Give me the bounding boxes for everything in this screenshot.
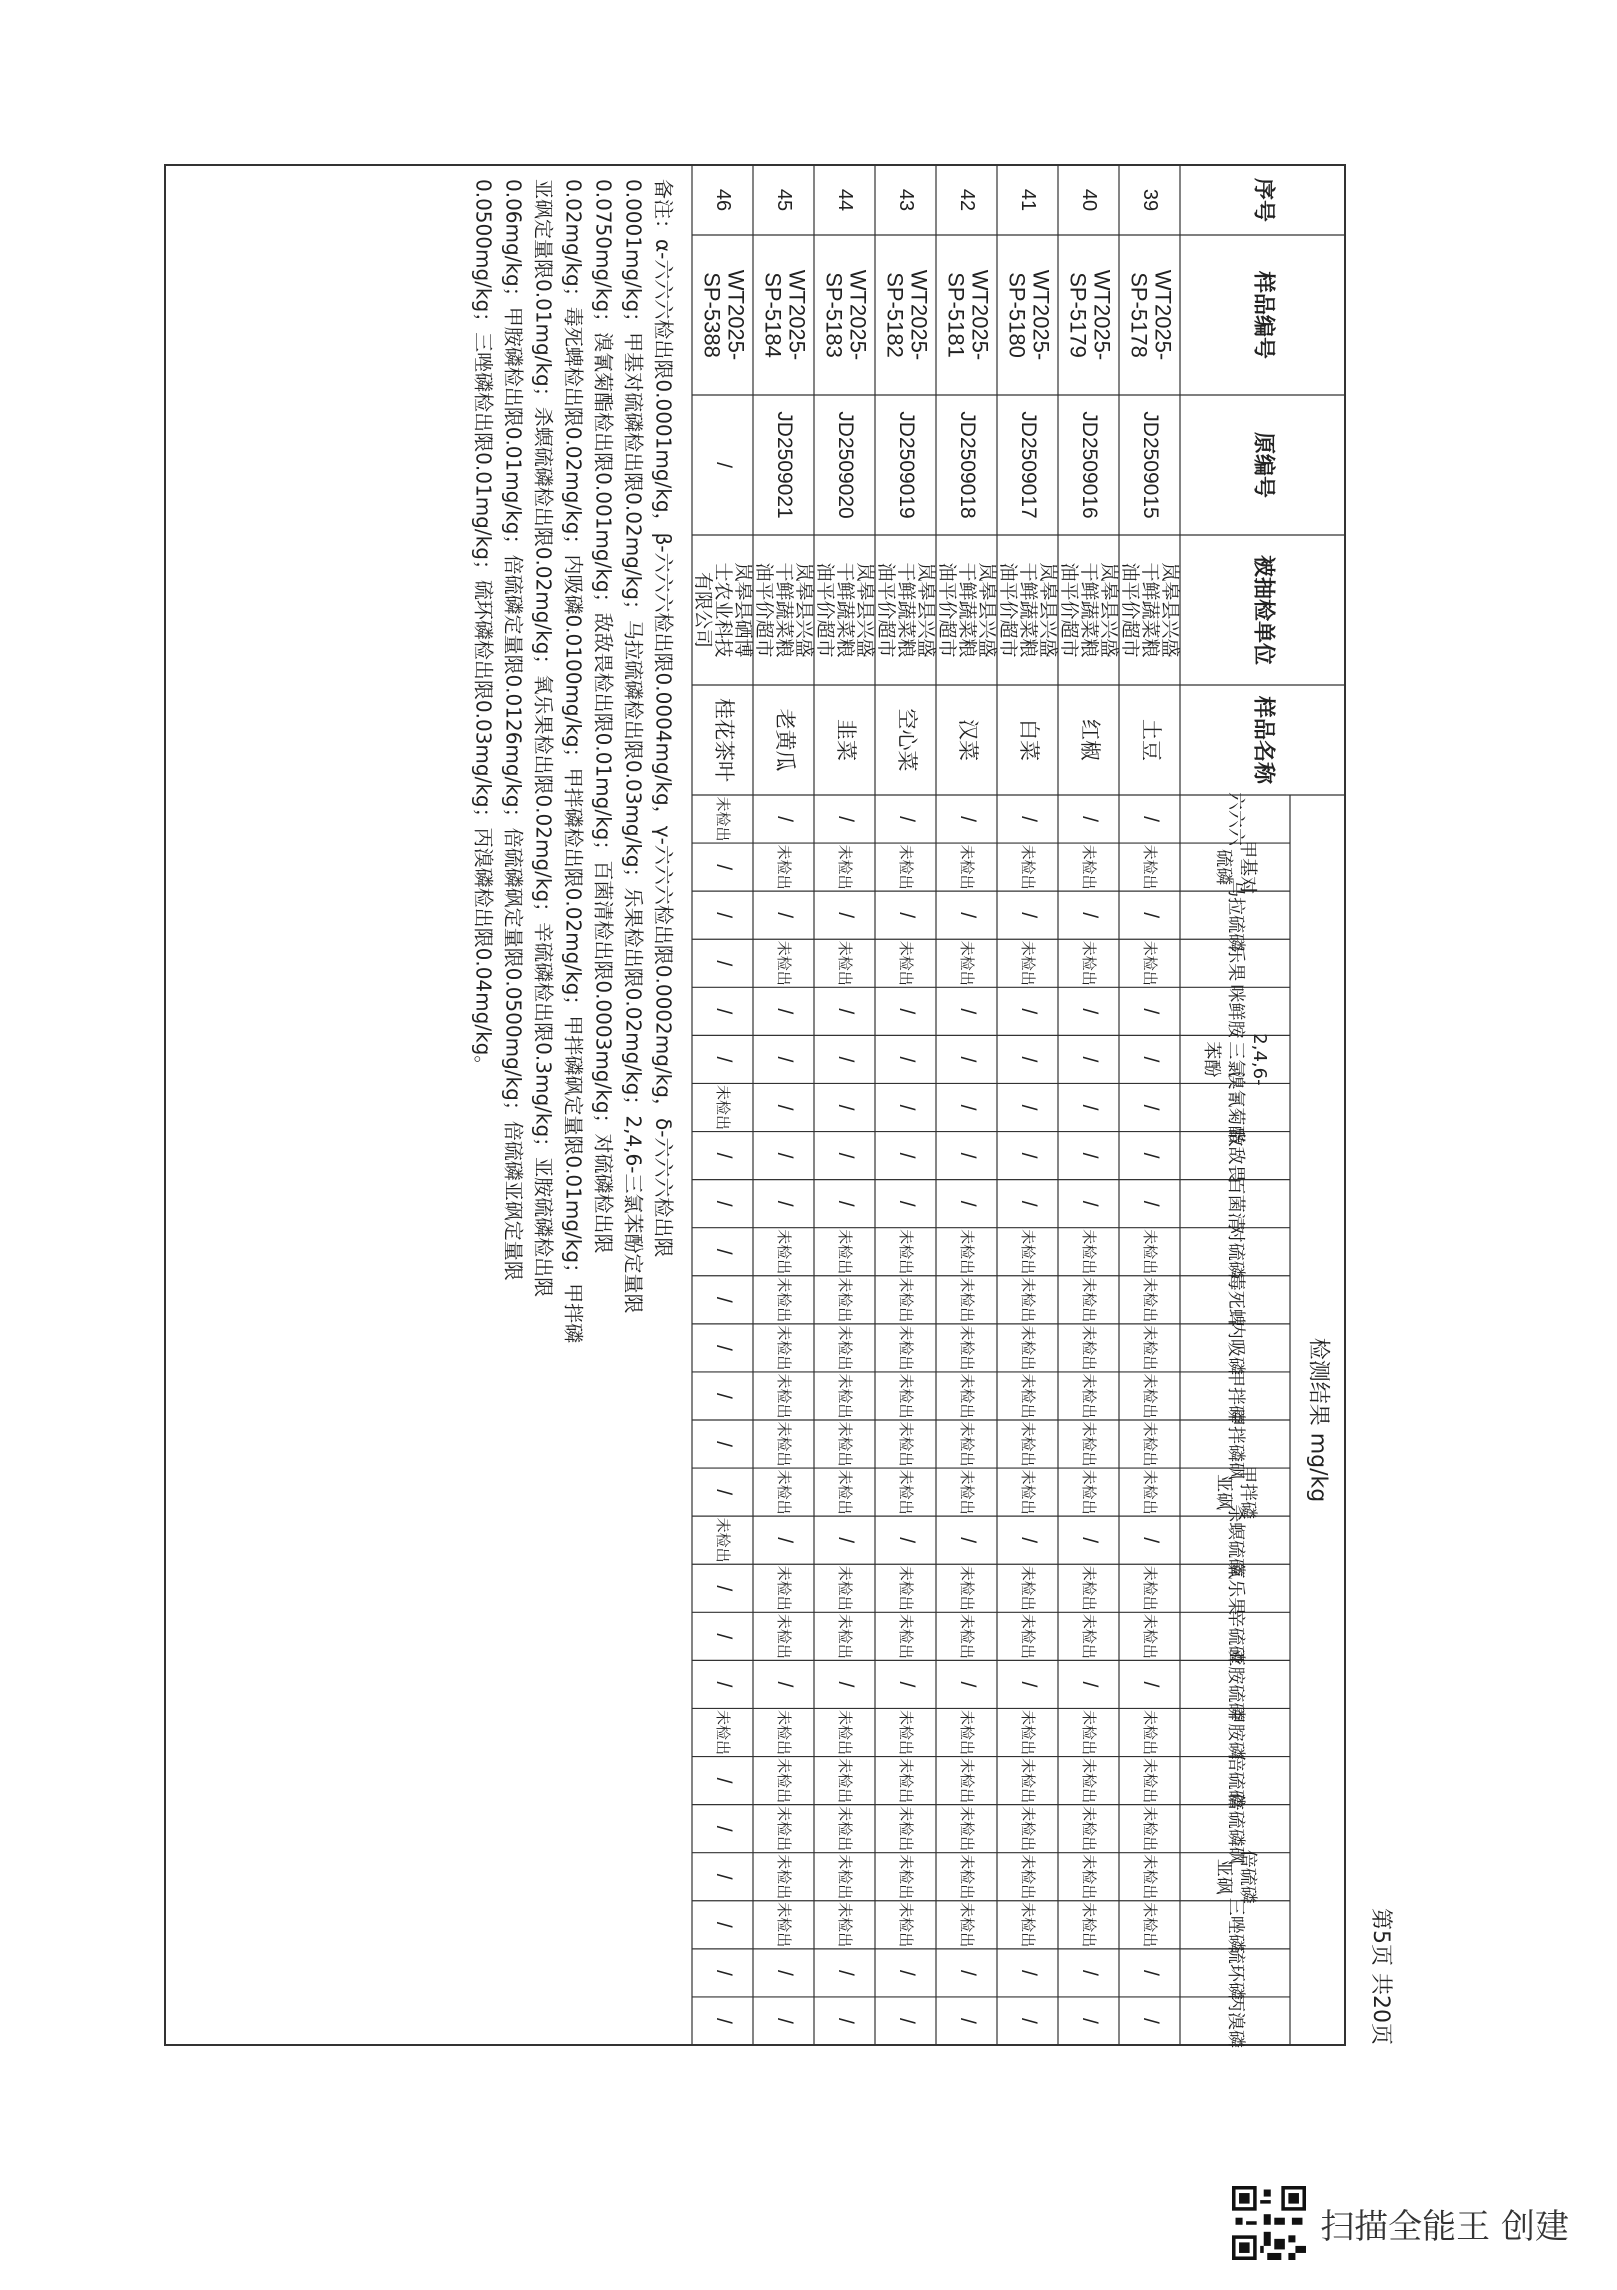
- result-cell: 未检出: [836, 1373, 854, 1419]
- column-header: 乐果: [1225, 945, 1246, 982]
- result-cell: /: [1138, 1681, 1162, 1688]
- result-cell: 未检出: [1019, 940, 1037, 986]
- result-cell: /: [711, 864, 735, 871]
- page-number: 第5页 共20页: [1368, 1908, 1393, 2045]
- result-cell: 未检出: [1141, 1373, 1159, 1419]
- result-cell: 未检出: [775, 1229, 793, 1275]
- result-cell: 未检出: [958, 1421, 976, 1467]
- result-cell: /: [833, 1056, 857, 1063]
- column-header: 丙溴磷: [1225, 1993, 1246, 2048]
- result-cell: 未检出: [1080, 844, 1098, 890]
- result-cell: 未检出: [836, 1565, 854, 1611]
- column-header: 甲胺磷: [1225, 1705, 1246, 1760]
- column-header: 甲拌磷: [1225, 1368, 1246, 1423]
- result-cell: 未检出: [775, 1565, 793, 1611]
- result-cell: 未检出: [958, 1229, 976, 1275]
- result-cell: /: [833, 1969, 857, 1976]
- sample-name: 桂花茶叶: [711, 698, 735, 782]
- result-cell: 未检出: [1080, 1613, 1098, 1659]
- result-cell: /: [711, 1393, 735, 1399]
- result-cell: 未检出: [775, 1758, 793, 1804]
- note-line: 0.02mg/kg；毒死蜱检出限0.02mg/kg；内吸磷0.0100mg/kg；甲拌磷检出限0.02mg/kg；甲拌磷砜定量限0.01mg/kg；甲拌磷: [561, 179, 586, 1344]
- result-cell: 未检出: [836, 1758, 854, 1804]
- result-cell: 未检出: [1080, 1325, 1098, 1371]
- inspected-unit: 岚皋县兴盛干鲜蔬菜粮油平价超市: [936, 562, 998, 658]
- result-cell: /: [833, 1104, 857, 1111]
- inspected-unit: 岚皋县兴盛干鲜蔬菜粮油平价超市: [875, 562, 937, 658]
- result-cell: /: [1077, 1681, 1101, 1688]
- column-header: 三唑磷: [1225, 1897, 1246, 1952]
- result-cell: /: [711, 1200, 735, 1207]
- result-cell: 未检出: [836, 1229, 854, 1275]
- result-cell: /: [1138, 1537, 1162, 1544]
- result-cell: /: [1138, 1056, 1162, 1063]
- table-border: [165, 165, 1345, 2045]
- result-cell: 未检出: [1019, 1709, 1037, 1756]
- result-cell: /: [711, 912, 735, 919]
- result-cell: 未检出: [1019, 844, 1037, 890]
- result-cell: /: [955, 1008, 979, 1015]
- column-header: 样品名称: [1250, 695, 1276, 785]
- result-cell: /: [711, 1441, 735, 1447]
- result-cell: /: [1077, 1537, 1101, 1544]
- result-cell: 未检出: [1080, 1229, 1098, 1275]
- original-id: JD2509015: [1138, 411, 1162, 519]
- result-cell: /: [833, 1200, 857, 1207]
- column-header: 六六六: [1225, 792, 1246, 847]
- column-header: 亚胺硫磷: [1225, 1648, 1246, 1721]
- result-cell: /: [833, 1008, 857, 1015]
- result-cell: 未检出: [836, 940, 854, 986]
- note-line: 亚砜定量限0.01mg/kg；杀螟硫磷检出限0.02mg/kg；氧乐果检出限0.02mg/kg；辛硫磷检出限0.3mg/kg；亚胺硫磷检出限: [531, 179, 556, 1298]
- result-cell: /: [1077, 912, 1101, 919]
- note-line: 0.0001mg/kg；甲基对硫磷检出限0.02mg/kg；马拉硫磷检出限0.03mg/kg；乐果检出限0.02mg/kg；2,4,6-三氯苯酚定量限: [621, 179, 646, 1314]
- result-cell: 未检出: [836, 1709, 854, 1756]
- result-cell: 未检出: [775, 1421, 793, 1467]
- result-cell: /: [711, 1296, 735, 1303]
- sample-name: 汉菜: [955, 719, 979, 761]
- column-header: 氧乐果: [1225, 1561, 1246, 1616]
- result-cell: /: [1138, 1008, 1162, 1015]
- result-cell: /: [1016, 1152, 1040, 1159]
- result-cell: 未检出: [897, 1373, 915, 1419]
- result-cell: 未检出: [775, 844, 793, 890]
- result-cell: /: [772, 816, 796, 822]
- result-cell: /: [955, 1152, 979, 1159]
- result-cell: /: [711, 1008, 735, 1015]
- result-cell: 未检出: [1141, 1902, 1159, 1948]
- result-cell: 未检出: [897, 1421, 915, 1467]
- result-cell: 未检出: [897, 1902, 915, 1948]
- result-cell: /: [1016, 912, 1040, 919]
- column-header: 序号: [1250, 177, 1276, 223]
- result-cell: /: [1016, 1008, 1040, 1015]
- result-cell: 未检出: [897, 1277, 915, 1323]
- result-cell: /: [711, 1873, 735, 1880]
- result-cell: /: [894, 1969, 918, 1976]
- sample-id: WT2025-SP-5183: [821, 269, 871, 361]
- result-cell: /: [833, 1681, 857, 1688]
- result-cell: 未检出: [897, 1613, 915, 1659]
- result-cell: /: [711, 1921, 735, 1928]
- result-cell: 未检出: [836, 1902, 854, 1948]
- result-cell: /: [772, 1200, 796, 1207]
- result-cell: 未检出: [714, 1709, 732, 1756]
- result-cell: /: [1138, 1104, 1162, 1111]
- scanner-watermark: [1232, 2186, 1569, 2260]
- result-cell: 未检出: [958, 1613, 976, 1659]
- result-cell: 未检出: [1019, 1469, 1037, 1515]
- result-cell: /: [1138, 912, 1162, 919]
- original-id: JD2509017: [1016, 411, 1040, 519]
- column-header: 对硫磷: [1225, 1224, 1246, 1279]
- result-cell: 未检出: [1080, 940, 1098, 986]
- result-cell: /: [833, 2018, 857, 2024]
- inspected-unit: 岚皋县兴盛干鲜蔬菜粮油平价超市: [1058, 562, 1120, 658]
- result-cell: /: [1077, 1969, 1101, 1976]
- row-number: 45: [773, 188, 796, 212]
- result-cell: 未检出: [1019, 1854, 1037, 1900]
- result-cell: 未检出: [1141, 1709, 1159, 1756]
- result-cell: 未检出: [897, 1325, 915, 1371]
- sample-id: WT2025-SP-5184: [760, 269, 810, 361]
- column-header: 马拉硫磷: [1225, 879, 1246, 952]
- result-cell: /: [711, 960, 735, 967]
- result-cell: /: [711, 1248, 735, 1255]
- result-cell: 未检出: [1141, 940, 1159, 986]
- result-cell: /: [894, 1104, 918, 1111]
- result-cell: 未检出: [897, 1806, 915, 1852]
- result-cell: /: [1077, 2018, 1101, 2024]
- result-cell: /: [711, 1969, 735, 1976]
- note-line: 备注：α-六六六检出限0.0001mg/kg，β-六六六检出限0.0004mg/kg，γ-六六六检出限0.0002mg/kg，δ-六六六检出限: [651, 179, 676, 1258]
- result-cell: 未检出: [1019, 1229, 1037, 1275]
- result-cell: /: [955, 1104, 979, 1111]
- result-cell: /: [894, 2018, 918, 2024]
- result-cell: /: [955, 1969, 979, 1976]
- result-cell: /: [711, 1056, 735, 1063]
- result-cell: 未检出: [1019, 1902, 1037, 1948]
- result-cell: 未检出: [1141, 1806, 1159, 1852]
- result-cell: 未检出: [1019, 1806, 1037, 1852]
- result-cell: /: [772, 1681, 796, 1688]
- result-cell: /: [1016, 1056, 1040, 1063]
- result-cell: 未检出: [775, 1277, 793, 1323]
- result-cell: /: [1016, 1537, 1040, 1544]
- inspected-unit: 岚皋县兴盛干鲜蔬菜粮油平价超市: [753, 562, 815, 658]
- result-cell: 未检出: [1019, 1325, 1037, 1371]
- result-cell: /: [711, 1777, 735, 1784]
- inspected-unit: 岚皋县兴盛干鲜蔬菜粮油平价超市: [1119, 562, 1181, 658]
- result-cell: 未检出: [714, 1517, 732, 1563]
- result-cell: 未检出: [1019, 1421, 1037, 1467]
- inspected-unit: 岚皋县兴盛干鲜蔬菜粮油平价超市: [814, 562, 876, 658]
- result-cell: 未检出: [775, 1709, 793, 1756]
- row-number: 43: [895, 188, 918, 212]
- result-cell: 未检出: [958, 1709, 976, 1756]
- column-header: 样品编号: [1250, 270, 1276, 360]
- result-cell: 未检出: [958, 1565, 976, 1611]
- result-cell: /: [1016, 816, 1040, 822]
- original-id: JD2509021: [772, 411, 796, 519]
- result-cell: /: [833, 816, 857, 822]
- column-header: 溴氰菊酯: [1225, 1071, 1246, 1144]
- result-cell: /: [1077, 1152, 1101, 1159]
- result-cell: /: [1138, 1969, 1162, 1976]
- result-cell: 未检出: [775, 1902, 793, 1948]
- result-cell: /: [1138, 1152, 1162, 1159]
- result-cell: 未检出: [897, 1709, 915, 1756]
- column-header: 辛硫磷: [1225, 1609, 1246, 1664]
- result-cell: 未检出: [1141, 1613, 1159, 1659]
- result-cell: 未检出: [958, 1373, 976, 1419]
- result-cell: /: [711, 1489, 735, 1496]
- sample-name: 空心菜: [894, 708, 918, 772]
- result-cell: 未检出: [1080, 1373, 1098, 1419]
- column-header: 原编号: [1250, 431, 1276, 499]
- result-cell: 未检出: [958, 940, 976, 986]
- result-cell: /: [1138, 1200, 1162, 1207]
- result-cell: 未检出: [1141, 1421, 1159, 1467]
- note-line: 0.06mg/kg；甲胺磷检出限0.01mg/kg；倍硫磷定量限0.0126mg/kg；倍硫磷砜定量限0.0500mg/kg；倍硫磷亚砜定量限: [501, 179, 526, 1281]
- result-cell: 未检出: [836, 1469, 854, 1515]
- result-cell: 未检出: [897, 1565, 915, 1611]
- result-cell: 未检出: [1080, 1902, 1098, 1948]
- result-cell: /: [894, 912, 918, 919]
- result-cell: 未检出: [1141, 844, 1159, 890]
- result-cell: 未检出: [836, 844, 854, 890]
- inspected-unit: 岚皋县兴盛干鲜蔬菜粮油平价超市: [997, 562, 1059, 658]
- result-cell: /: [955, 912, 979, 919]
- row-number: 40: [1078, 188, 1101, 212]
- result-cell: /: [955, 1200, 979, 1207]
- result-cell: 未检出: [1141, 1758, 1159, 1804]
- result-cell: /: [711, 2018, 735, 2024]
- result-cell: 未检出: [775, 1854, 793, 1900]
- column-header: 2,4,6-三氯苯酚: [1201, 1033, 1270, 1086]
- result-cell: /: [955, 2018, 979, 2024]
- result-cell: /: [1016, 1104, 1040, 1111]
- result-cell: /: [711, 1585, 735, 1592]
- original-id: JD2509019: [894, 411, 918, 519]
- result-cell: 未检出: [1141, 1325, 1159, 1371]
- result-cell: 未检出: [836, 1277, 854, 1323]
- result-cell: 未检出: [1141, 1565, 1159, 1611]
- result-cell: /: [711, 1344, 735, 1351]
- result-cell: /: [1016, 1200, 1040, 1207]
- result-cell: /: [1077, 1056, 1101, 1063]
- result-cell: 未检出: [1141, 1469, 1159, 1515]
- result-cell: 未检出: [1141, 1854, 1159, 1900]
- result-cell: 未检出: [958, 1325, 976, 1371]
- row-number: 41: [1017, 188, 1040, 212]
- group-header: 检测结果 mg/kg: [1305, 1337, 1331, 1503]
- result-cell: 未检出: [1019, 1565, 1037, 1611]
- result-cell: 未检出: [958, 1806, 976, 1852]
- result-cell: 未检出: [958, 1277, 976, 1323]
- result-cell: 未检出: [958, 1469, 976, 1515]
- result-cell: 未检出: [1019, 1758, 1037, 1804]
- result-cell: /: [711, 1825, 735, 1832]
- result-cell: 未检出: [836, 1806, 854, 1852]
- result-cell: 未检出: [897, 1229, 915, 1275]
- sample-name: 土豆: [1138, 719, 1162, 761]
- sample-name: 韭菜: [833, 719, 857, 761]
- result-cell: /: [711, 1633, 735, 1640]
- result-cell: 未检出: [958, 844, 976, 890]
- column-header: 杀螟硫磷: [1225, 1504, 1246, 1577]
- sample-id: WT2025-SP-5180: [1004, 269, 1054, 361]
- result-cell: /: [1138, 2018, 1162, 2024]
- result-cell: /: [1077, 1200, 1101, 1207]
- note-line: 0.0500mg/kg；三唑磷检出限0.01mg/kg；硫环磷检出限0.03mg/kg；丙溴磷检出限0.04mg/kg。: [471, 179, 496, 1076]
- original-id: JD2509020: [833, 411, 857, 519]
- sample-name: 红椒: [1077, 719, 1101, 761]
- result-cell: /: [955, 1681, 979, 1688]
- original-id: JD2509016: [1077, 411, 1101, 519]
- result-cell: 未检出: [1080, 1565, 1098, 1611]
- result-cell: 未检出: [1019, 1613, 1037, 1659]
- inspected-unit: 岚皋县硒博士农业科技有限公司: [692, 562, 754, 658]
- result-cell: 未检出: [897, 1854, 915, 1900]
- result-cell: /: [772, 1056, 796, 1063]
- result-cell: 未检出: [897, 1758, 915, 1804]
- column-header: 咪鲜胺: [1225, 984, 1246, 1039]
- result-cell: 未检出: [897, 1469, 915, 1515]
- column-header: 甲拌磷砜: [1225, 1408, 1246, 1481]
- column-header: 内吸磷: [1225, 1320, 1246, 1375]
- result-cell: /: [772, 1537, 796, 1544]
- original-id: /: [711, 462, 735, 468]
- result-cell: 未检出: [775, 1469, 793, 1515]
- row-number: 42: [956, 188, 979, 212]
- result-cell: 未检出: [714, 1084, 732, 1131]
- watermark-text: 扫描全能王 创建: [1320, 2206, 1569, 2247]
- result-cell: /: [955, 816, 979, 822]
- result-cell: 未检出: [714, 796, 732, 842]
- result-cell: /: [833, 1537, 857, 1544]
- sample-id: WT2025-SP-5179: [1065, 269, 1115, 361]
- column-header: 毒死蜱: [1225, 1272, 1246, 1327]
- result-cell: 未检出: [1019, 1277, 1037, 1323]
- result-cell: /: [833, 1152, 857, 1159]
- column-header: 倍硫磷: [1225, 1753, 1246, 1808]
- result-cell: /: [772, 1008, 796, 1015]
- result-cell: /: [1077, 1008, 1101, 1015]
- result-cell: /: [894, 1056, 918, 1063]
- result-cell: 未检出: [958, 1854, 976, 1900]
- result-cell: 未检出: [1141, 1277, 1159, 1323]
- result-cell: /: [1138, 816, 1162, 822]
- result-cell: /: [894, 1200, 918, 1207]
- result-cell: /: [772, 1152, 796, 1159]
- result-cell: /: [1077, 816, 1101, 822]
- column-header: 倍硫磷砜: [1225, 1792, 1246, 1865]
- row-number: 46: [712, 188, 735, 212]
- result-cell: /: [894, 1537, 918, 1544]
- qr-code-icon: [1232, 2186, 1306, 2260]
- column-header: 甲基对硫磷: [1213, 840, 1258, 895]
- result-cell: /: [1016, 1969, 1040, 1976]
- sample-id: WT2025-SP-5388: [699, 269, 749, 361]
- result-cell: /: [711, 1681, 735, 1688]
- sample-id: WT2025-SP-5181: [943, 269, 993, 361]
- result-cell: /: [894, 1008, 918, 1015]
- result-cell: 未检出: [1080, 1806, 1098, 1852]
- result-cell: /: [1016, 1681, 1040, 1688]
- result-cell: 未检出: [775, 1806, 793, 1852]
- result-cell: /: [955, 1537, 979, 1544]
- result-cell: /: [1077, 1104, 1101, 1111]
- result-cell: /: [1016, 2018, 1040, 2024]
- result-cell: 未检出: [836, 1854, 854, 1900]
- result-cell: /: [955, 1056, 979, 1063]
- result-cell: 未检出: [897, 844, 915, 890]
- result-cell: /: [833, 912, 857, 919]
- note-line: 0.0750mg/kg；溴氰菊酯检出限0.001mg/kg；敌敌畏检出限0.01mg/kg；百菌清检出限0.0003mg/kg；对硫磷检出限: [591, 179, 616, 1254]
- column-header: 硫环磷: [1225, 1945, 1246, 2000]
- row-number: 44: [834, 188, 857, 212]
- result-cell: /: [772, 1969, 796, 1976]
- original-id: JD2509018: [955, 411, 979, 519]
- result-cell: 未检出: [897, 940, 915, 986]
- result-cell: 未检出: [958, 1758, 976, 1804]
- column-header: 甲拌磷亚砜: [1213, 1465, 1258, 1520]
- result-cell: 未检出: [1080, 1421, 1098, 1467]
- column-header: 百菌清: [1225, 1176, 1246, 1231]
- result-cell: 未检出: [1080, 1758, 1098, 1804]
- column-header: 被抽检单位: [1250, 554, 1276, 666]
- result-cell: /: [894, 1681, 918, 1688]
- result-cell: /: [894, 816, 918, 822]
- result-cell: 未检出: [775, 1325, 793, 1371]
- result-cell: /: [711, 1152, 735, 1159]
- result-cell: /: [894, 1152, 918, 1159]
- result-cell: 未检出: [1080, 1709, 1098, 1756]
- result-cell: 未检出: [1080, 1854, 1098, 1900]
- result-cell: 未检出: [775, 1373, 793, 1419]
- result-cell: 未检出: [775, 940, 793, 986]
- column-header: 倍硫磷亚砜: [1213, 1849, 1258, 1904]
- sample-name: 白菜: [1016, 719, 1040, 761]
- result-cell: 未检出: [1080, 1277, 1098, 1323]
- rotated-report-table: [165, 165, 1393, 2048]
- result-cell: 未检出: [1019, 1373, 1037, 1419]
- result-cell: /: [772, 2018, 796, 2024]
- result-cell: 未检出: [836, 1325, 854, 1371]
- row-number: 39: [1139, 188, 1162, 212]
- sample-id: WT2025-SP-5178: [1126, 269, 1176, 361]
- result-cell: 未检出: [958, 1902, 976, 1948]
- result-cell: /: [772, 1104, 796, 1111]
- result-cell: 未检出: [836, 1613, 854, 1659]
- result-cell: 未检出: [836, 1421, 854, 1467]
- sample-id: WT2025-SP-5182: [882, 269, 932, 361]
- result-cell: /: [772, 912, 796, 919]
- result-cell: 未检出: [775, 1613, 793, 1659]
- result-cell: 未检出: [1141, 1229, 1159, 1275]
- sample-name: 老黄瓜: [772, 708, 796, 772]
- result-cell: 未检出: [1080, 1469, 1098, 1515]
- column-header: 敌敌畏: [1225, 1128, 1246, 1183]
